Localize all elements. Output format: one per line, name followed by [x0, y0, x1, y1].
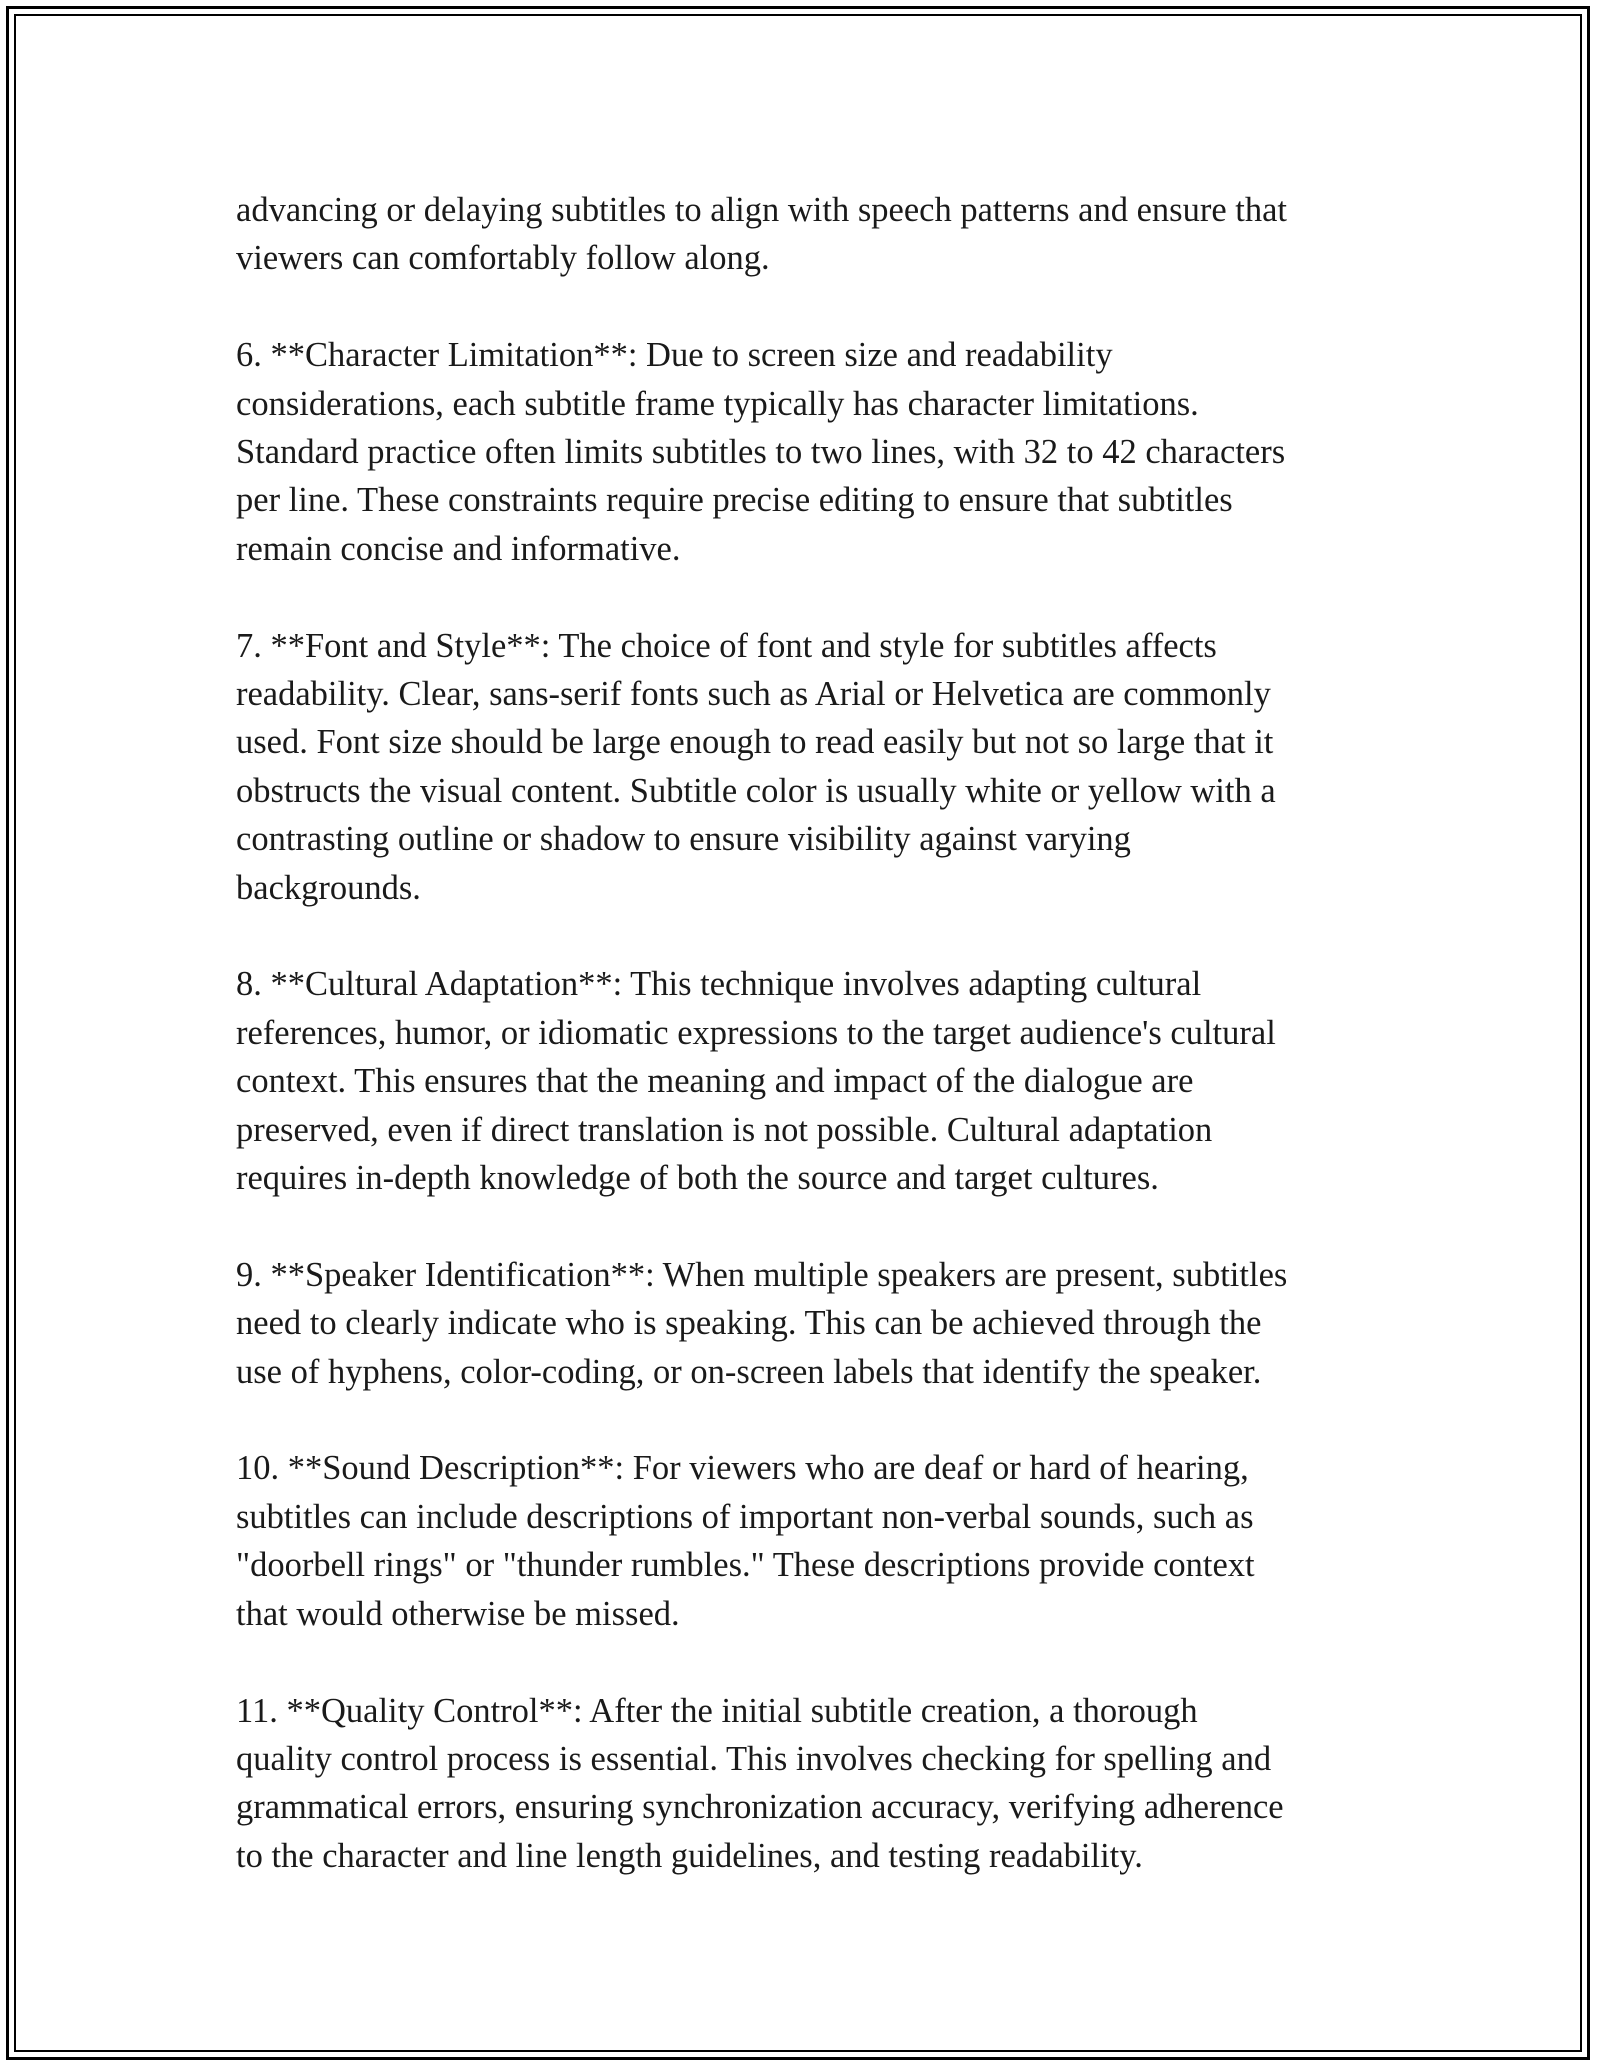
paragraph-timing-continuation: advancing or delaying subtitles to align with speech patterns and ensure that viewers can comfortably follow along.: [236, 191, 1288, 278]
paragraph-quality-control: 11. **Quality Control**: After the initial subtitle creation, a thorough quality control process is essential. This involves checking for spelling and grammatical errors, ensuring synchronization accuracy, verifying adherence to the character and line length guidelines, and testing readability.: [236, 1691, 1284, 1875]
paragraph-cultural-adaptation: 8. **Cultural Adaptation**: This technique involves adapting cultural references, humor, or idiomatic expressions to the target audience's cultural context. This ensures that the meaning and impact of the dialogue are preserved, even if direct translation is not possible. Cultural adaptation requires in-depth knowledge of both the source and target cultures.: [236, 965, 1276, 1198]
document-body: [236, 186, 1376, 1880]
paragraph-speaker-identification: 9. **Speaker Identification**: When multiple speakers are present, subtitles need to clearly indicate who is speaking. This can be achieved through the use of hyphens, color-coding, or on-screen labels that identify the speaker.: [236, 1255, 1288, 1391]
paragraph-font-and-style: 7. **Font and Style**: The choice of font and style for subtitles affects readability. Clear, sans-serif fonts such as Arial or Helvetica are commonly used. Font size should be large enough to read easily but not so large that it obstructs the visual content. Subtitle color is usually white or yellow with a contrasting outline or shadow to ensure visibility against varying backgrounds.: [236, 626, 1276, 907]
paragraph-character-limitation: 6. **Character Limitation**: Due to screen size and readability considerations, each subtitle frame typically has character limitations. Standard practice often limits subtitles to two lines, with 32 to 42 characters per line. These constraints require precise editing to ensure that subtitles remain concise and informative.: [236, 336, 1286, 568]
paragraph-sound-description: 10. **Sound Description**: For viewers who are deaf or hard of hearing, subtitles can include descriptions of important non-verbal sounds, such as "doorbell rings" or "thunder rumbles." These descriptions provide context that would otherwise be missed.: [236, 1449, 1255, 1633]
